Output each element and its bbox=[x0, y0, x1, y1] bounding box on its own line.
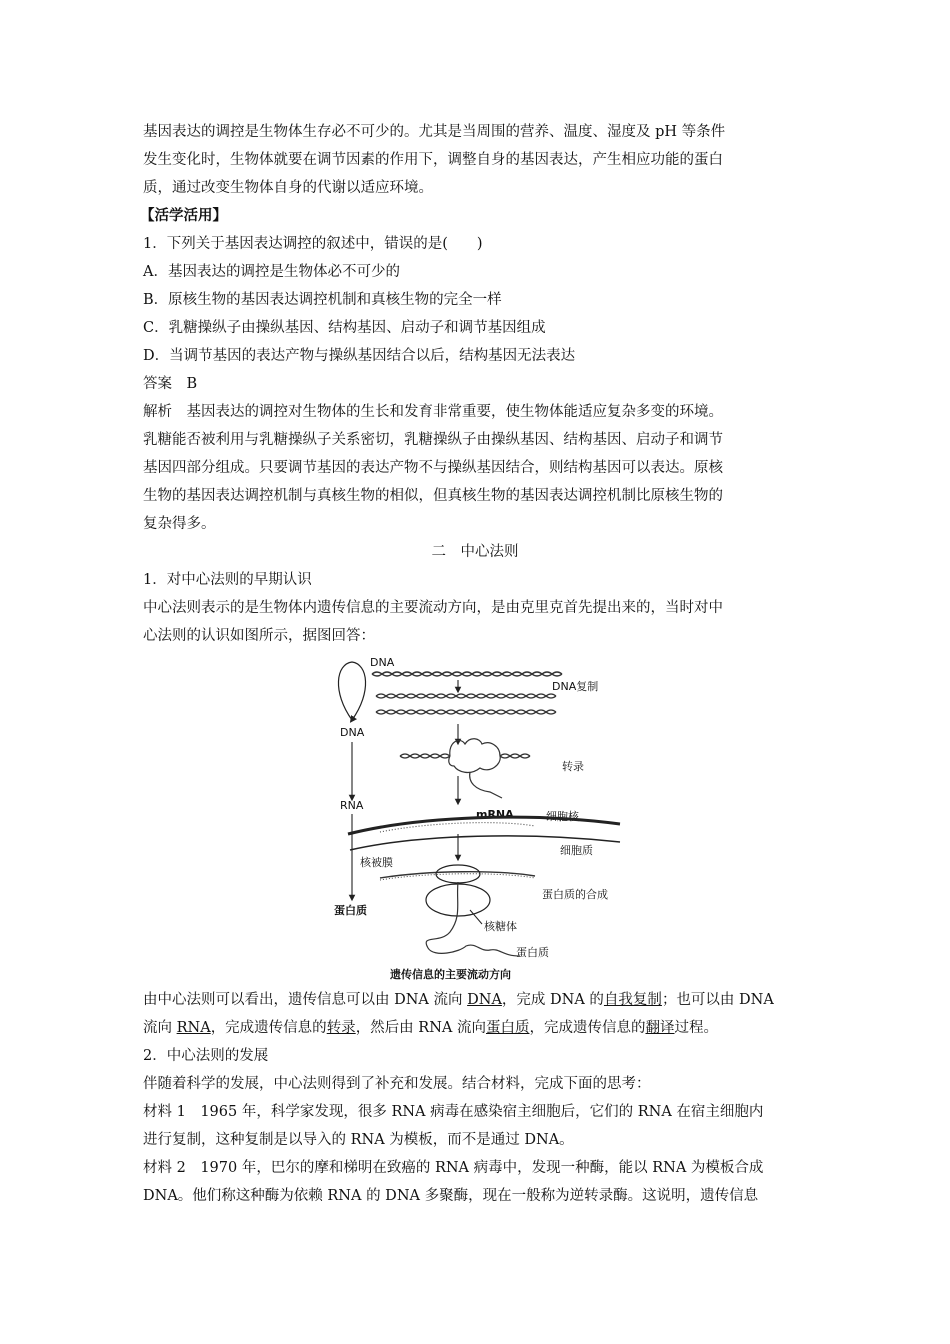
intro-line: 基因表达的调控是生物体生存必不可少的。尤其是当周围的营养、温度、湿度及 pH 等条件 bbox=[143, 124, 726, 140]
intro-line: 发生变化时，生物体就要在调节因素的作用下，调整自身的基因表达，产生相应功能的蛋白 bbox=[143, 152, 723, 168]
analysis-line: 解析 基因表达的调控对生物体的生长和发育非常重要，使生物体能适应复杂多变的环境。 bbox=[143, 404, 723, 420]
practice-heading: 【活学活用】 bbox=[140, 207, 227, 224]
label-cytoplasm: 细胞质 bbox=[560, 844, 593, 857]
subsection-2-title: 2．中心法则的发展 bbox=[143, 1048, 269, 1064]
blank-rna: RNA bbox=[176, 1020, 211, 1036]
material-1-line: 进行复制，这种复制是以导入的 RNA 为模板，而不是通过 DNA。 bbox=[143, 1132, 574, 1148]
polypeptide-chain bbox=[426, 882, 520, 956]
analysis-line: 复杂得多。 bbox=[143, 516, 216, 532]
label-dna-left: DNA bbox=[340, 726, 365, 739]
fill-line-2: 流向 RNA，完成遗传信息的转录，然后由 RNA 流向蛋白质，完成遗传信息的翻译过程。 bbox=[143, 1020, 718, 1036]
option-c: C．乳糖操纵子由操纵基因、结构基因、启动子和调节基因组成 bbox=[143, 320, 546, 336]
blank-dna: DNA bbox=[467, 992, 502, 1008]
label-transcription: 转录 bbox=[562, 760, 584, 773]
analysis-line: 生物的基因表达调控机制与真核生物的相似，但真核生物的基因表达调控机制比原核生物的 bbox=[143, 488, 723, 504]
option-a: A．基因表达的调控是生物体必不可少的 bbox=[143, 264, 400, 280]
central-dogma-figure bbox=[330, 652, 630, 984]
label-rna: RNA bbox=[340, 799, 364, 812]
option-b: B．原核生物的基因表达调控机制和真核生物的完全一样 bbox=[143, 292, 502, 308]
label-nuclear-envelope: 核被膜 bbox=[360, 856, 393, 869]
sub2-text: 伴随着科学的发展，中心法则得到了补充和发展。结合材料，完成下面的思考： bbox=[143, 1076, 651, 1092]
blank-translation: 翻译 bbox=[645, 1020, 675, 1036]
material-2-line: 材料 2 1970 年，巴尔的摩和梯明在致癌的 RNA 病毒中，发现一种酶，能以 RNA 为模板合成 bbox=[143, 1160, 764, 1176]
sub1-text-line: 中心法则表示的是生物体内遗传信息的主要流动方向，是由克里克首先提出来的，当时对中 bbox=[143, 600, 723, 616]
option-d: D．当调节基因的表达产物与操纵基因结合以后，结构基因无法表达 bbox=[143, 348, 576, 364]
material-2-line: DNA。他们称这种酶为依赖 RNA 的 DNA 多聚酶，现在一般称为逆转录酶。这说明，遗传信息 bbox=[143, 1188, 759, 1204]
answer: 答案 B bbox=[143, 376, 198, 392]
subsection-1-title: 1．对中心法则的早期认识 bbox=[143, 572, 312, 588]
fill-line-1: 由中心法则可以看出，遗传信息可以由 DNA 流向 DNA，完成 DNA 的自我复制；也可以由 DNA bbox=[143, 992, 774, 1008]
label-mrna: mRNA bbox=[476, 808, 514, 821]
section-title: 二 中心法则 bbox=[431, 544, 519, 560]
label-dna-top: DNA bbox=[370, 656, 395, 669]
mrna-cytoplasm bbox=[380, 872, 535, 878]
blank-transcription: 转录 bbox=[326, 1020, 356, 1036]
material-1-line: 材料 1 1965 年，科学家发现，很多 RNA 病毒在感染宿主细胞后，它们的 RNA 在宿主细胞内 bbox=[143, 1104, 764, 1120]
figure-caption: 遗传信息的主要流动方向 bbox=[390, 968, 511, 981]
analysis-line: 基因四部分组成。只要调节基因的表达产物不与操纵基因结合，则结构基因可以表达。原核 bbox=[143, 460, 723, 476]
replication-loop bbox=[338, 662, 365, 720]
question-stem: 1．下列关于基因表达调控的叙述中，错误的是( ) bbox=[143, 236, 483, 252]
label-nucleus: 细胞核 bbox=[546, 810, 579, 823]
transcription-bubble bbox=[449, 739, 500, 773]
analysis-line: 乳糖能否被利用与乳糖操纵子关系密切，乳糖操纵子由操纵基因、结构基因、启动子和调节 bbox=[143, 432, 723, 448]
label-protein-left: 蛋白质 bbox=[334, 904, 367, 917]
intro-line: 质，通过改变生物体自身的代谢以适应环境。 bbox=[143, 180, 433, 196]
label-ribosome: 核糖体 bbox=[484, 920, 517, 933]
label-protein-chain: 蛋白质 bbox=[516, 946, 549, 959]
blank-self-replication: 自我复制 bbox=[603, 992, 662, 1008]
label-dna-replication: DNA复制 bbox=[552, 680, 599, 693]
label-protein-synthesis: 蛋白质的合成 bbox=[542, 888, 608, 901]
blank-protein: 蛋白质 bbox=[485, 1020, 530, 1036]
sub1-text-line: 心法则的认识如图所示，据图回答： bbox=[143, 628, 375, 644]
